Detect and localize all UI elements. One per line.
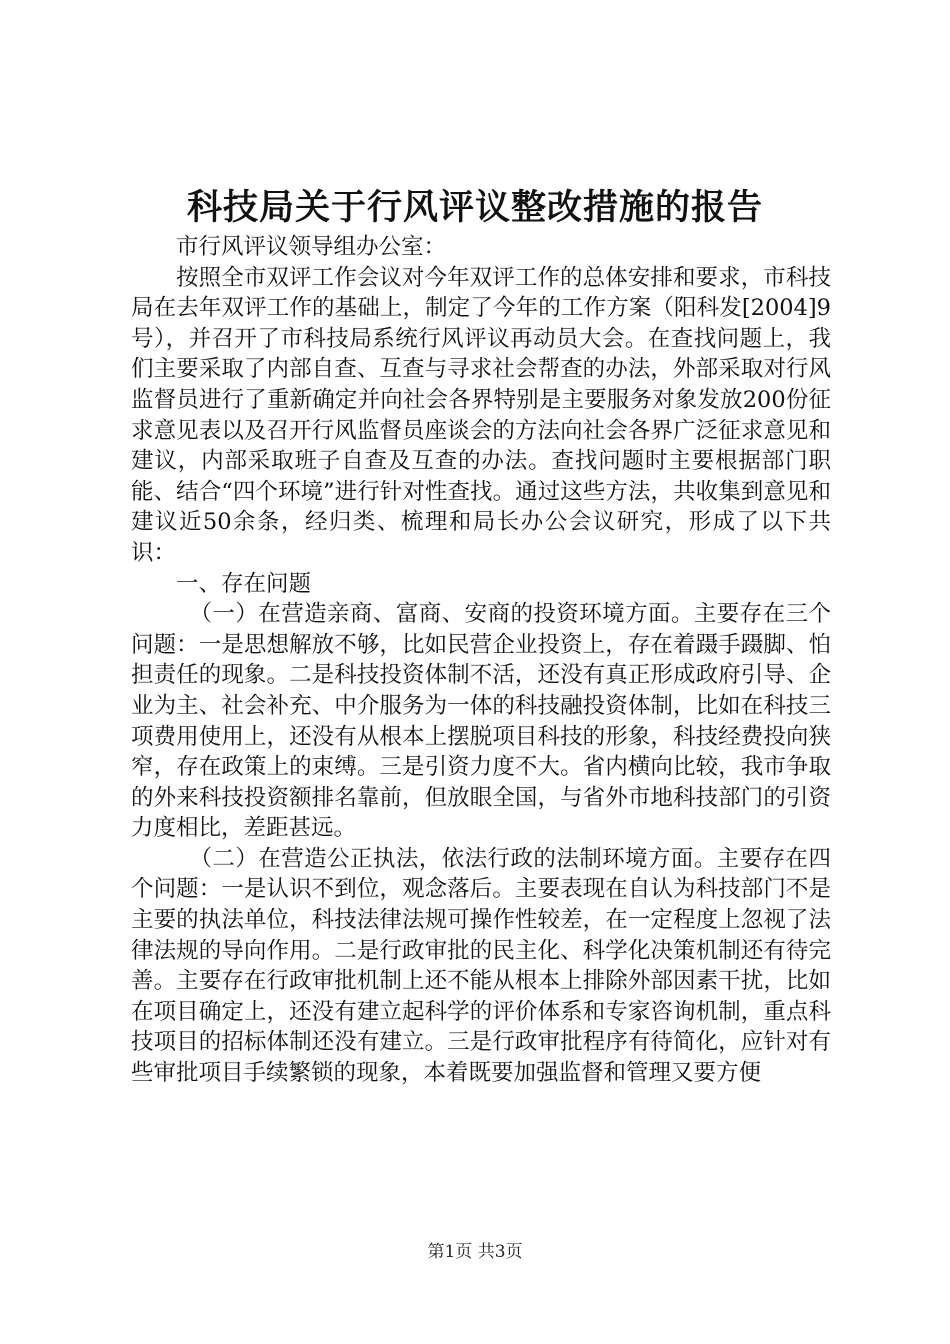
page-indicator: 第1页 共3页 bbox=[427, 1242, 523, 1262]
paragraph-intro: 按照全市双评工作会议对今年双评工作的总体安排和要求，市科技局在去年双评工作的基础上，制定了今年的工作方案（阳科发[2004]9号），并召开了市科技局系统行风评议再动员大会。在查找问题上，我们主要采取了内部自查、互查与寻求社会帮查的办法，外部采取对行风监督员进行了重新确定并向社会各界特别是主要服务对象发放200份征求意见表以及召开行风监督员座谈会的方法向社会各界广泛征求意见和建议，内部采取班子自查及互查的办法。查找问题时主要根据部门职能、结合“四个环境”进行针对性查找。通过这些方法，共收集到意见和建议近50余条，经归类、梳理和局长办公会议研究，形成了以下共识： bbox=[131, 264, 831, 566]
paragraph-issue-2: （二）在营造公正执法，依法行政的法制环境方面。主要存在四个问题：一是认识不到位，观念落后。主要表现在自认为科技部门不是主要的执法单位，科技法律法规可操作性较差，在一定程度上忽视了法律法规的导向作用。二是行政审批的民主化、科学化决策机制还有待完善。主要存在行政审批机制上还不能从根本上排除外部因素干扰，比如在项目确定上，还没有建立起科学的评价体系和专家咨询机制，重点科技项目的招标体制还没有建立。三是行政审批程序有待简化，应针对有些审批项目手续繁锁的现象，本着既要加强监督和管理又要方便 bbox=[131, 845, 831, 1087]
salutation: 市行风评议领导组办公室： bbox=[176, 234, 447, 260]
document-body bbox=[131, 232, 831, 1089]
paragraph-issue-1: （一）在营造亲商、富商、安商的投资环境方面。主要存在三个问题：一是思想解放不够，比如民营企业投资上，存在着蹑手蹑脚、怕担责任的现象。二是科技投资体制不活，还没有真正形成政府引导、企业为主、社会补充、中介服务为一体的科技融投资体制，比如在科技三项费用使用上，还没有从根本上摆脱项目科技的形象，科技经费投向狭窄，存在政策上的束缚。三是引资力度不大。省内横向比较，我市争取的外来科技投资额排名靠前，但放眼全国，与省外市地科技部门的引资力度相比，差距甚远。 bbox=[131, 601, 831, 842]
document-title: 科技局关于行风评议整改措施的报告 bbox=[186, 187, 763, 228]
section-heading: 一、存在问题 bbox=[176, 570, 312, 597]
